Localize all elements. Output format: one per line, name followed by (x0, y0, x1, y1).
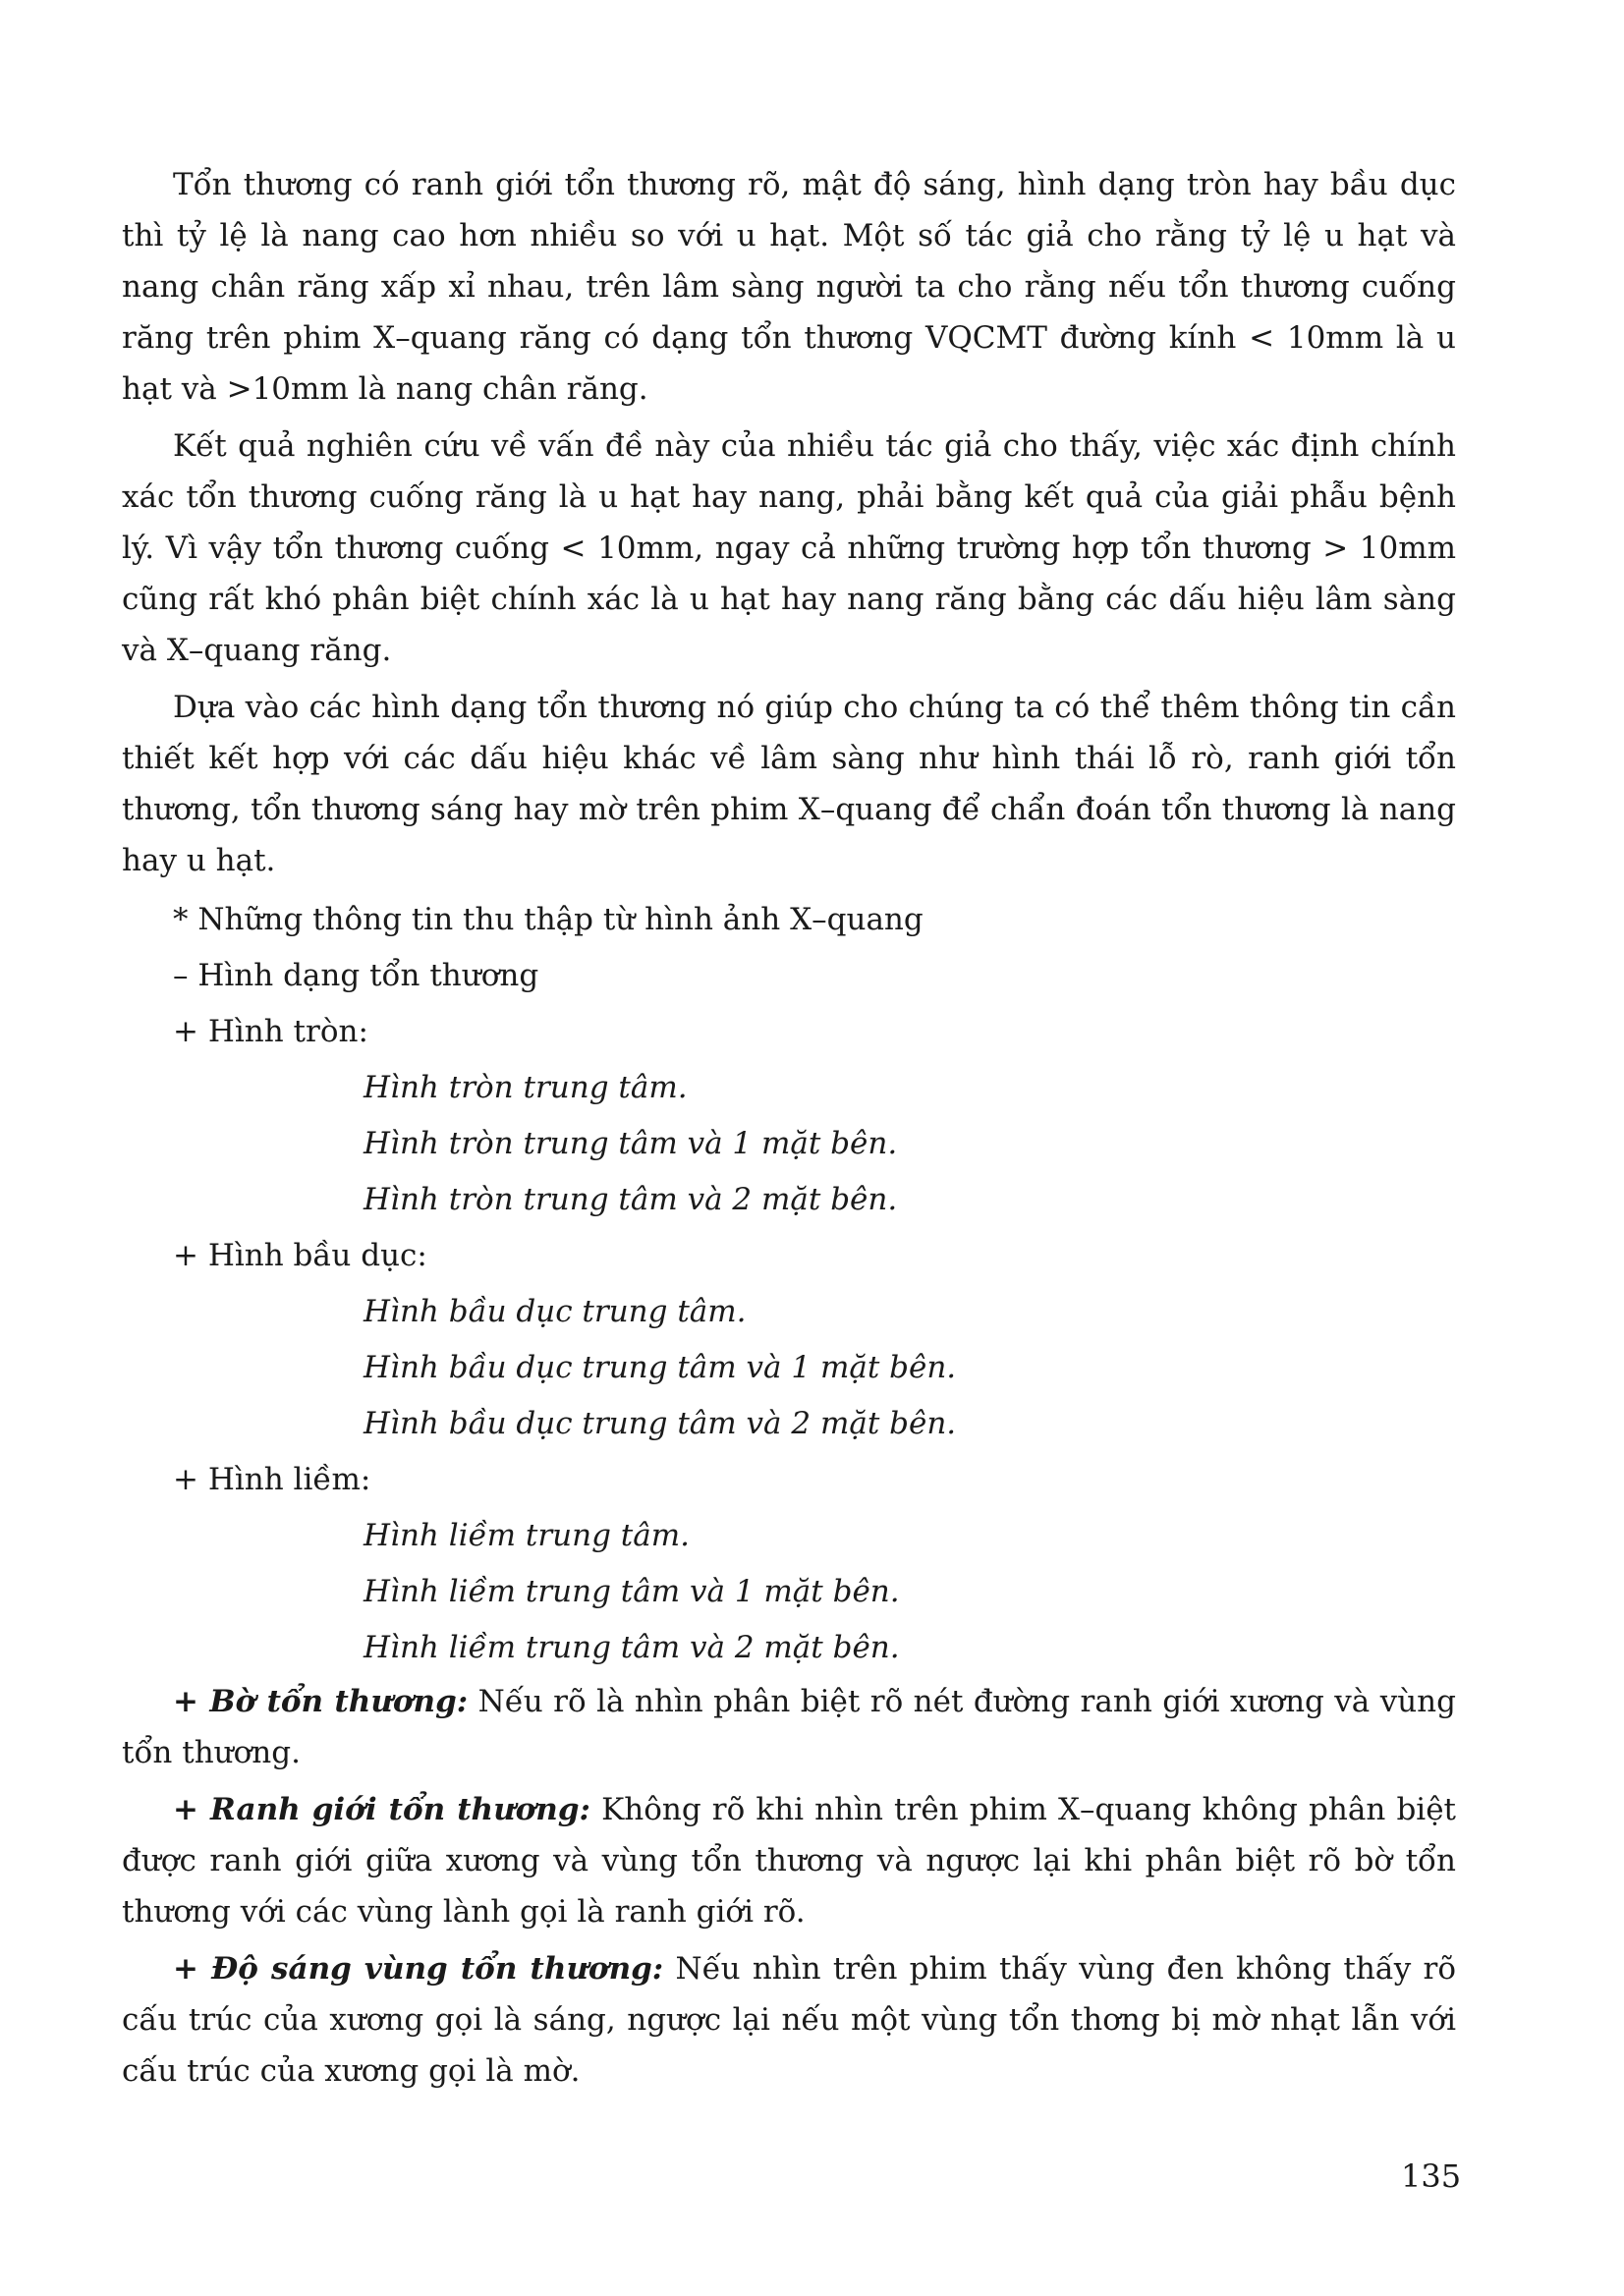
oval-shape-item: Hình bầu dục trung tâm và 2 mặt bên. (364, 1406, 957, 1441)
definition-term: + Bờ tổn thương: (173, 1684, 469, 1719)
page-body (122, 159, 1456, 2102)
paragraph-lesion-shapes: Dựa vào các hình dạng tổn thương nó giúp cho chúng ta có thể thêm thông tin cần thiết kết hợp với các dấu hiệu khác về lâm sàng như hình thái lỗ rò, ranh giới tổn thương, tổn thương sáng hay mờ trên phim X–quang để chẩn đoán tổn thương là nang hay u hạt. (122, 690, 1456, 878)
definition-boundary (122, 1784, 1456, 1943)
oval-shape-item: Hình bầu dục trung tâm và 1 mặt bên. (364, 1350, 957, 1385)
paragraph-cyst-ratio: Tổn thương có ranh giới tổn thương rõ, mật độ sáng, hình dạng tròn hay bầu dục thì tỷ lệ là nang cao hơn nhiều so với u hạt. Một số tác giả cho rằng tỷ lệ u hạt và nang chân răng xấp xỉ nhau, trên lâm sàng người ta cho rằng nếu tổn thương cuống răng trên phim X–quang răng có dạng tổn thương VQCMT đường kính < 10mm là u hạt và >10mm là nang chân răng. (122, 167, 1456, 407)
round-shape-item: Hình tròn trung tâm. (364, 1070, 688, 1105)
definition-text: Không rõ khi nhìn trên phim X–quang không phân biệt được ranh giới giữa xương và vùng tổn thương và ngược lại khi phân biệt rõ bờ tổn thương với các vùng lành gọi là ranh giới rõ. (122, 1792, 1457, 1930)
oval-shape-label: + Hình bầu dục: (173, 1238, 427, 1273)
definition-text: Nếu nhìn trên phim thấy vùng đen không thấy rõ cấu trúc của xương gọi là sáng, ngược lại nếu một vùng tổn thơng bị mờ nhạt lẫn với cấu trúc của xương gọi là mờ. (122, 1951, 1456, 2089)
definition-term: + Độ sáng vùng tổn thương: (173, 1951, 664, 1987)
xray-info-heading: * Những thông tin thu thập từ hình ảnh X–quang (173, 902, 924, 937)
paragraph-research-results: Kết quả nghiên cứu về vấn đề này của nhiều tác giả cho thấy, việc xác định chính xác tổn thương cuống răng là u hạt hay nang, phải bằng kết quả của giải phẫu bệnh lý. Vì vậy tổn thương cuống < 10mm, ngay cả những trường hợp tổn thương > 10mm cũng rất khó phân biệt chính xác là u hạt hay nang răng bằng các dấu hiệu lâm sàng và X–quang răng. (122, 428, 1456, 668)
shape-heading: – Hình dạng tổn thương (173, 958, 539, 993)
round-shape-item: Hình tròn trung tâm và 1 mặt bên. (364, 1126, 898, 1161)
page-number: 135 (1401, 2157, 1462, 2195)
definition-term: + Ranh giới tổn thương: (173, 1792, 590, 1827)
definition-border (122, 1676, 1456, 1784)
round-shape-label: + Hình tròn: (173, 1014, 368, 1049)
crescent-shape-item: Hình liềm trung tâm. (364, 1518, 690, 1553)
round-shape-item: Hình tròn trung tâm và 2 mặt bên. (364, 1182, 898, 1217)
crescent-shape-item: Hình liềm trung tâm và 1 mặt bên. (364, 1574, 900, 1609)
crescent-shape-label: + Hình liềm: (173, 1462, 371, 1497)
crescent-shape-item: Hình liềm trung tâm và 2 mặt bên. (364, 1630, 900, 1665)
oval-shape-item: Hình bầu dục trung tâm. (364, 1294, 747, 1329)
definition-brightness (122, 1943, 1456, 2102)
definition-text: Nếu rõ là nhìn phân biệt rõ nét đường ranh giới xương và vùng tổn thương. (122, 1684, 1456, 1770)
